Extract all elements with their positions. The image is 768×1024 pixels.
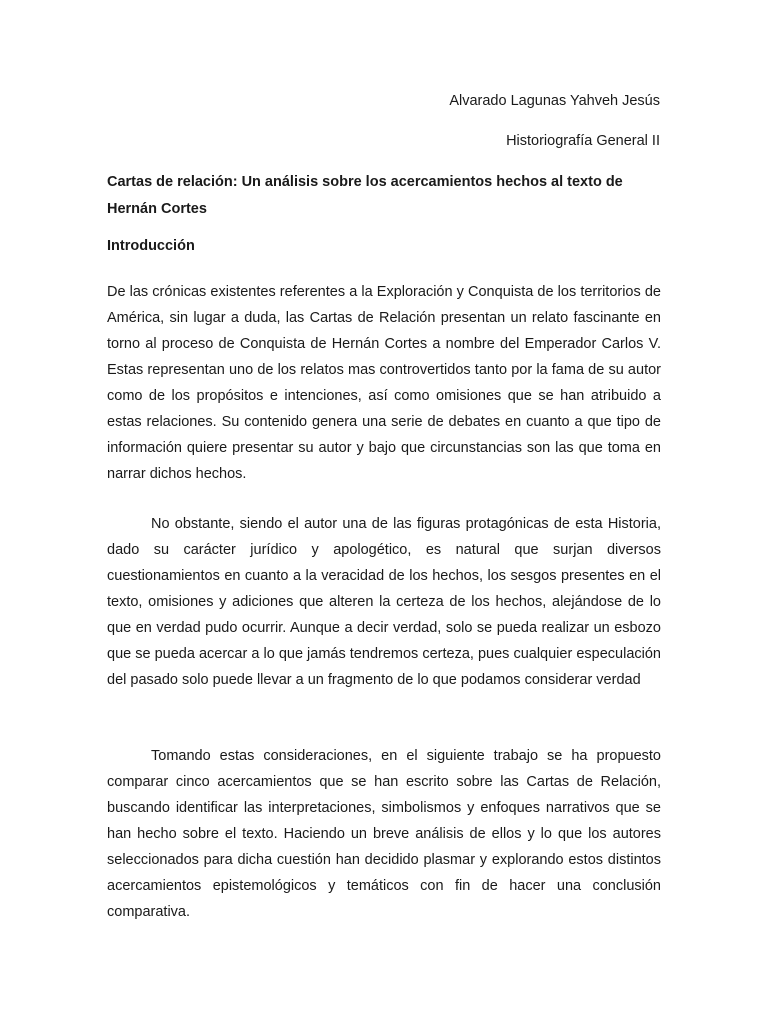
paragraph-1: De las crónicas existentes referentes a la Exploración y Conquista de los territorios de América, sin lugar a duda, las Cartas de Relación presentan un relato fascinante en torno al proceso de Conquista de Hernán Cortes a nombre del Emperador Carlos V. Estas representan uno de los relatos mas controvertidos tanto por la fama de su autor como de los propósitos e intenciones, así como omisiones que se han atribuido a estas relaciones. Su contenido genera una serie de debates en cuanto a que tipo de información quiere presentar su autor y bajo que circunstancias son las que toma en narrar dichos hechos. — [107, 284, 661, 482]
paragraph-3: Tomando estas consideraciones, en el siguiente trabajo se ha propuesto comparar cinco acercamientos que se han escrito sobre las Cartas de Relación, buscando identificar las interpretaciones, simbolismos y enfoques narrativos que se han hecho sobre el texto. Haciendo un breve análisis de ellos y lo que los autores seleccionados para dicha cuestión han decidido plasmar y explorando estos distintos acercamientos epistemológicos y temáticos con fin de hacer una conclusión comparativa. — [107, 748, 661, 920]
paragraph-2: No obstante, siendo el autor una de las figuras protagónicas de esta Historia, dado su carácter jurídico y apologético, es natural que surjan diversos cuestionamientos en cuanto a la veracidad de los hechos, los sesgos presentes en el texto, omisiones y adiciones que alteren la certeza de los hechos, alejándose de lo que en verdad pudo ocurrir. Aunque a decir verdad, solo se pueda realizar un esbozo que se pueda acercar a lo que jamás tendremos certeza, pues cualquier especulación del pasado solo puede llevar a un fragmento de lo que podamos considerar verdad — [107, 516, 661, 688]
course-name: Historiografía General II — [506, 133, 660, 149]
author-name: Alvarado Lagunas Yahveh Jesús — [449, 93, 660, 109]
document-title: Cartas de relación: Un análisis sobre los acercamientos hechos al texto de Hernán Cortes — [107, 174, 623, 217]
section-heading-introduccion: Introducción — [107, 238, 195, 254]
